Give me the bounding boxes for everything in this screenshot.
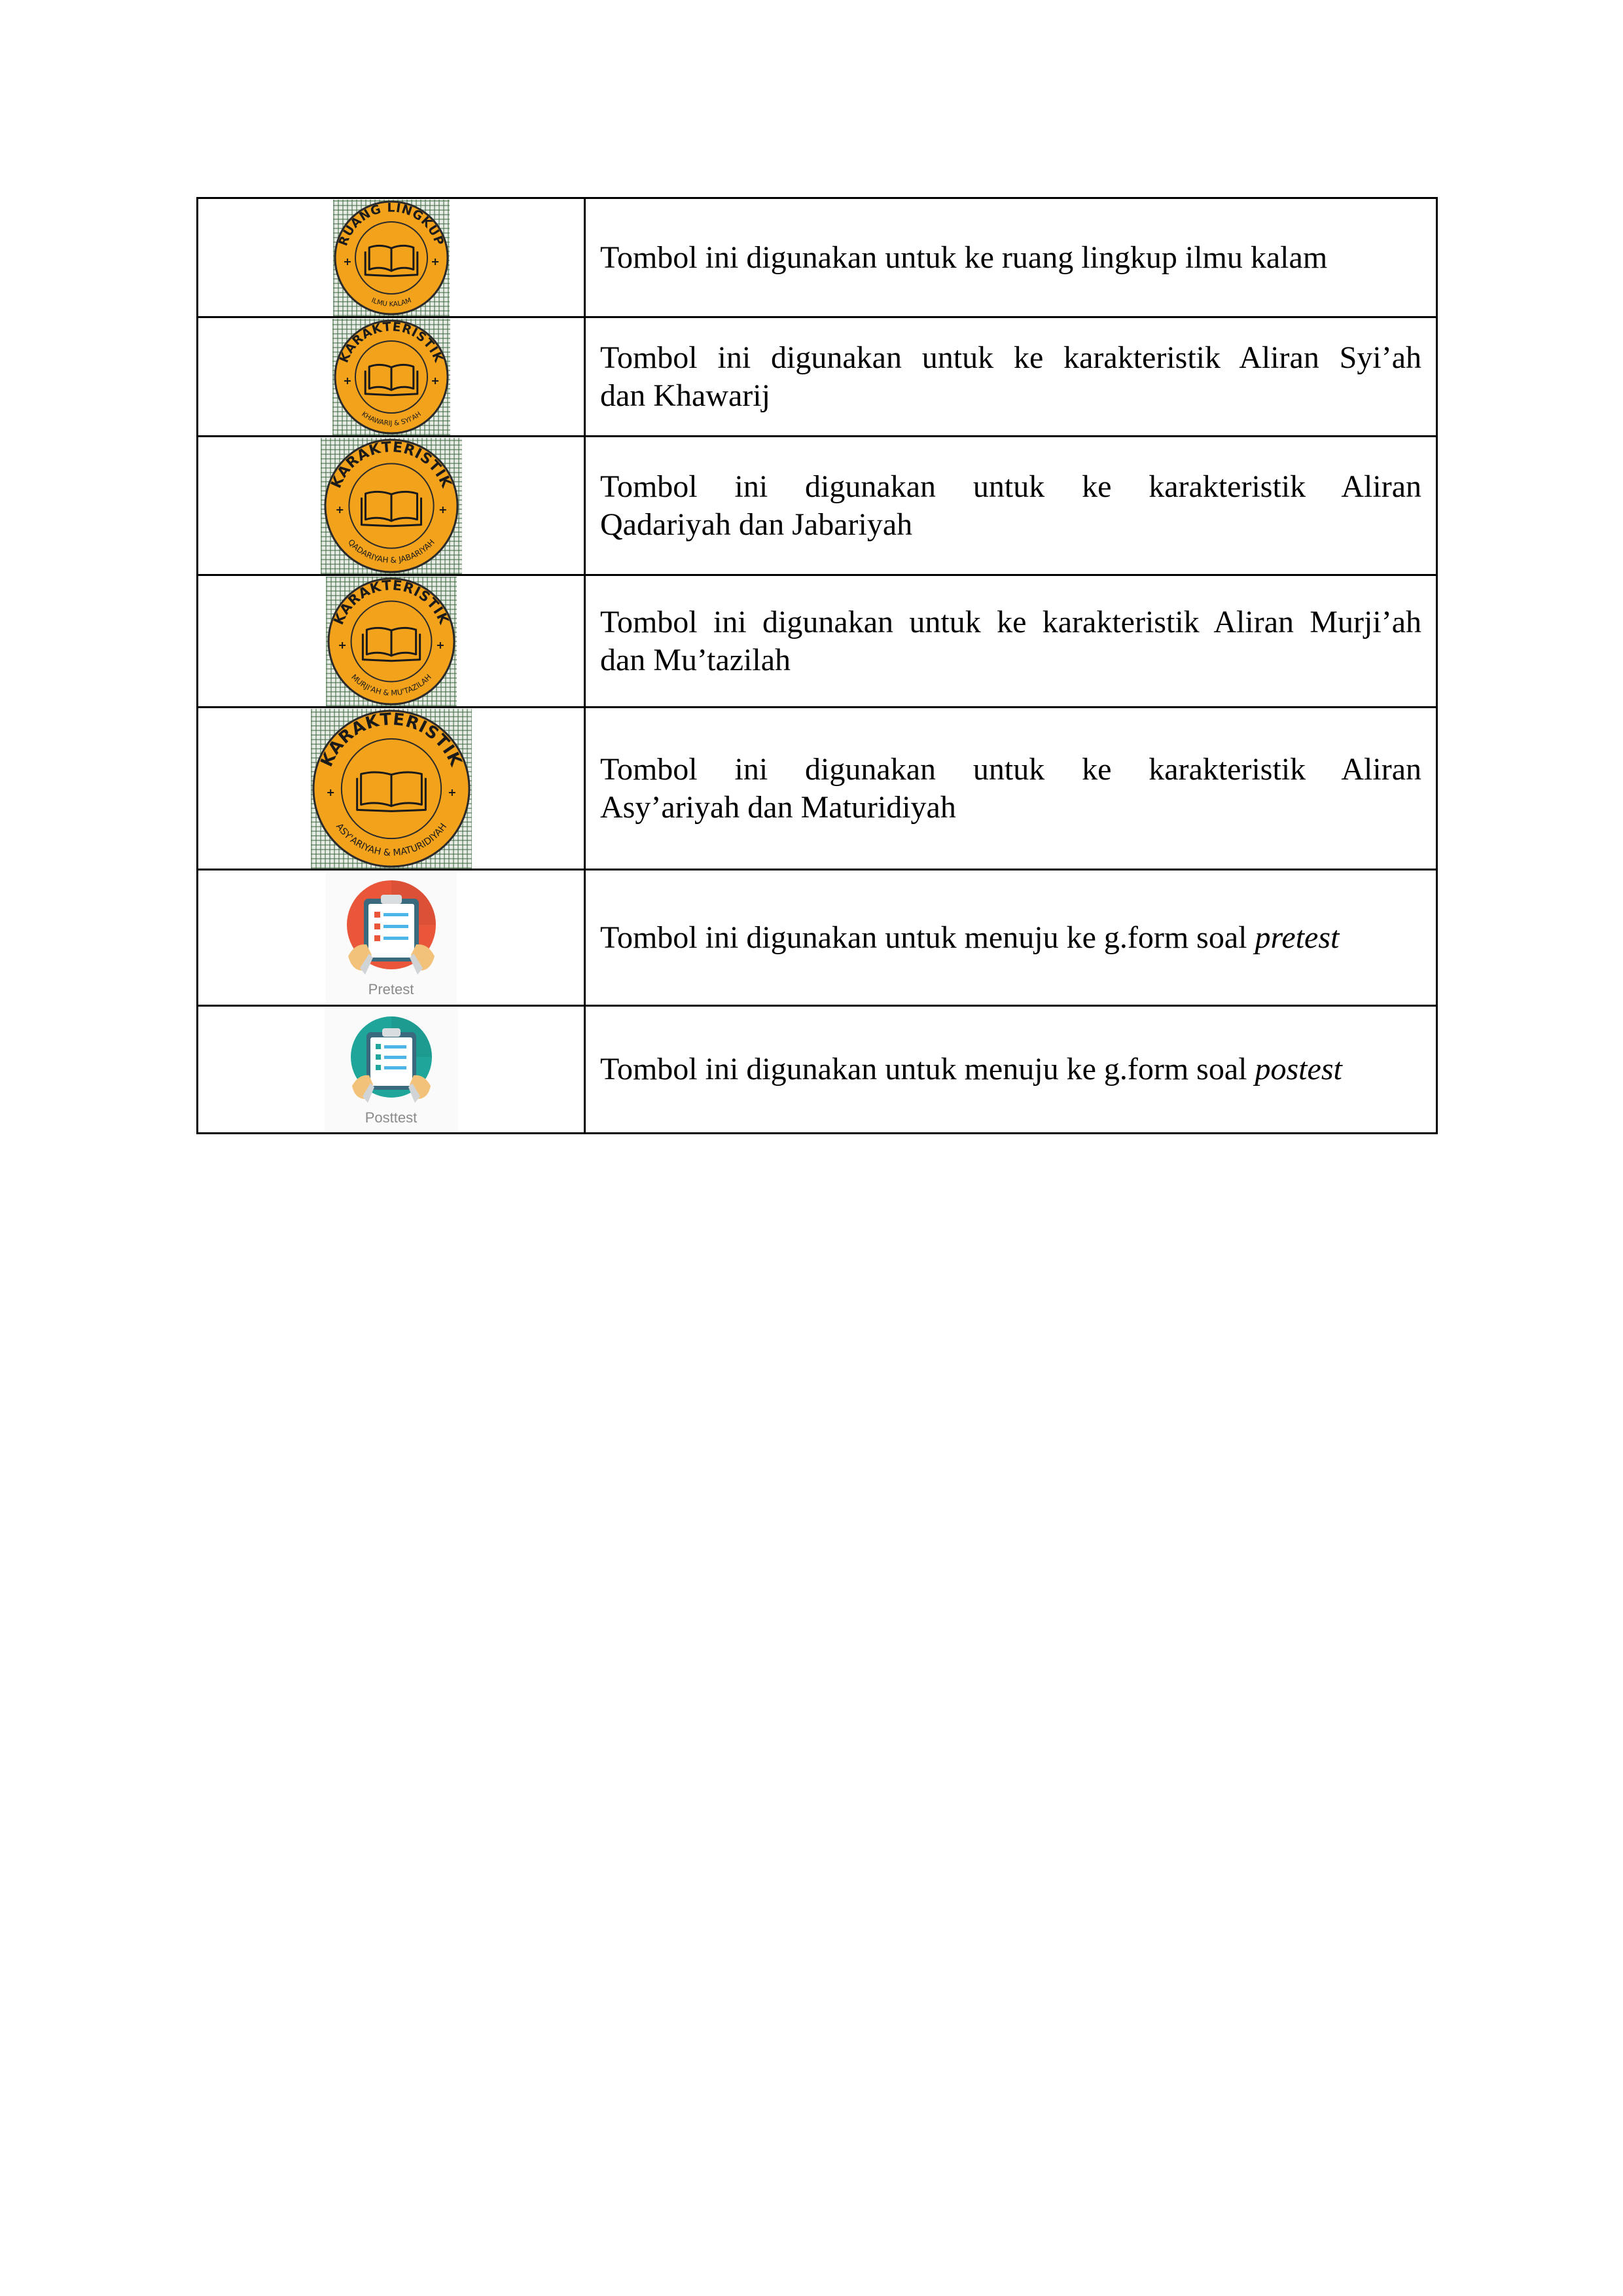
badge-graphic [333,319,450,435]
description-cell [585,708,1437,870]
table-row [198,708,1437,870]
description-text: Tombol ini digunakan untuk ke karakteristik Aliran [600,469,1421,504]
table-row [198,1006,1437,1134]
icon-cell [198,1006,585,1134]
karakteristik-murjiah-mutazilah-button[interactable] [326,577,457,706]
badge-title: KARAKTERISTIK [316,709,466,770]
badge-subtitle: ILMU KALAM [370,296,412,308]
pretest-label: Pretest [368,980,414,997]
karakteristik-khawarij-syiah-button[interactable] [332,319,450,435]
icon-cell [198,437,585,575]
ruang-lingkup-button[interactable] [333,200,450,316]
description-text-continued: Qadariyah dan Jabariyah [600,507,913,542]
table-row [198,437,1437,575]
description-cell [585,198,1437,317]
description-cell [585,870,1437,1006]
badge-graphic [327,577,456,706]
table-row [198,575,1437,708]
badge-graphic [323,438,459,574]
posttest-label: Posttest [365,1109,418,1126]
icon-cell [198,708,585,870]
icon-cell [198,198,585,317]
badge-subtitle: ASY'ARIYAH & MATURIDIYAH [333,821,449,858]
badge-title: KARAKTERISTIK [336,319,446,365]
description-text: Tombol ini digunakan untuk menuju ke g.form soal pretest [600,920,1340,955]
badge-graphic [312,709,471,869]
badge-title: KARAKTERISTIK [330,577,452,627]
description-text: Tombol ini digunakan untuk menuju ke g.form soal postest [600,1052,1342,1086]
description-cell [585,317,1437,437]
badge-subtitle: QADARIYAH & JABARIYAH [346,537,437,565]
description-text-continued: dan Khawarij [600,378,770,413]
badge-title: RUANG LINGKUP [336,200,446,248]
description-text-continued: Asy’ariyah dan Maturidiyah [600,789,956,825]
description-text-continued: dan Mu’tazilah [600,642,791,677]
description-text: Tombol ini digunakan untuk ke karakteristik Aliran [600,751,1421,787]
button-description-table [196,197,1438,1134]
table-row [198,317,1437,437]
table-row [198,870,1437,1006]
badge-subtitle: KHAWARIJ & SYI'AH [359,410,423,427]
description-cell [585,575,1437,708]
description-text: Tombol ini digunakan untuk ke ruang lingkup ilmu kalam [600,240,1328,275]
icon-cell [198,575,585,708]
karakteristik-asyariyah-maturidiyah-button[interactable] [311,709,472,869]
description-cell [585,437,1437,575]
description-text: Tombol ini digunakan untuk ke karakteristik Aliran Syi’ah [600,340,1421,375]
badge-graphic [333,200,450,316]
karakteristik-qadariyah-jabariyah-button[interactable] [321,438,462,574]
posttest-button[interactable] [325,1007,458,1132]
pretest-button[interactable] [326,872,457,1003]
description-text: Tombol ini digunakan untuk ke karakteristik Aliran Murji’ah [600,604,1421,639]
description-cell [585,1006,1437,1134]
table-row [198,198,1437,317]
icon-cell [198,317,585,437]
badge-subtitle: MURJI'AH & MU'TAZILAH [349,672,433,698]
badge-title: KARAKTERISTIK [327,439,455,491]
icon-cell [198,870,585,1006]
